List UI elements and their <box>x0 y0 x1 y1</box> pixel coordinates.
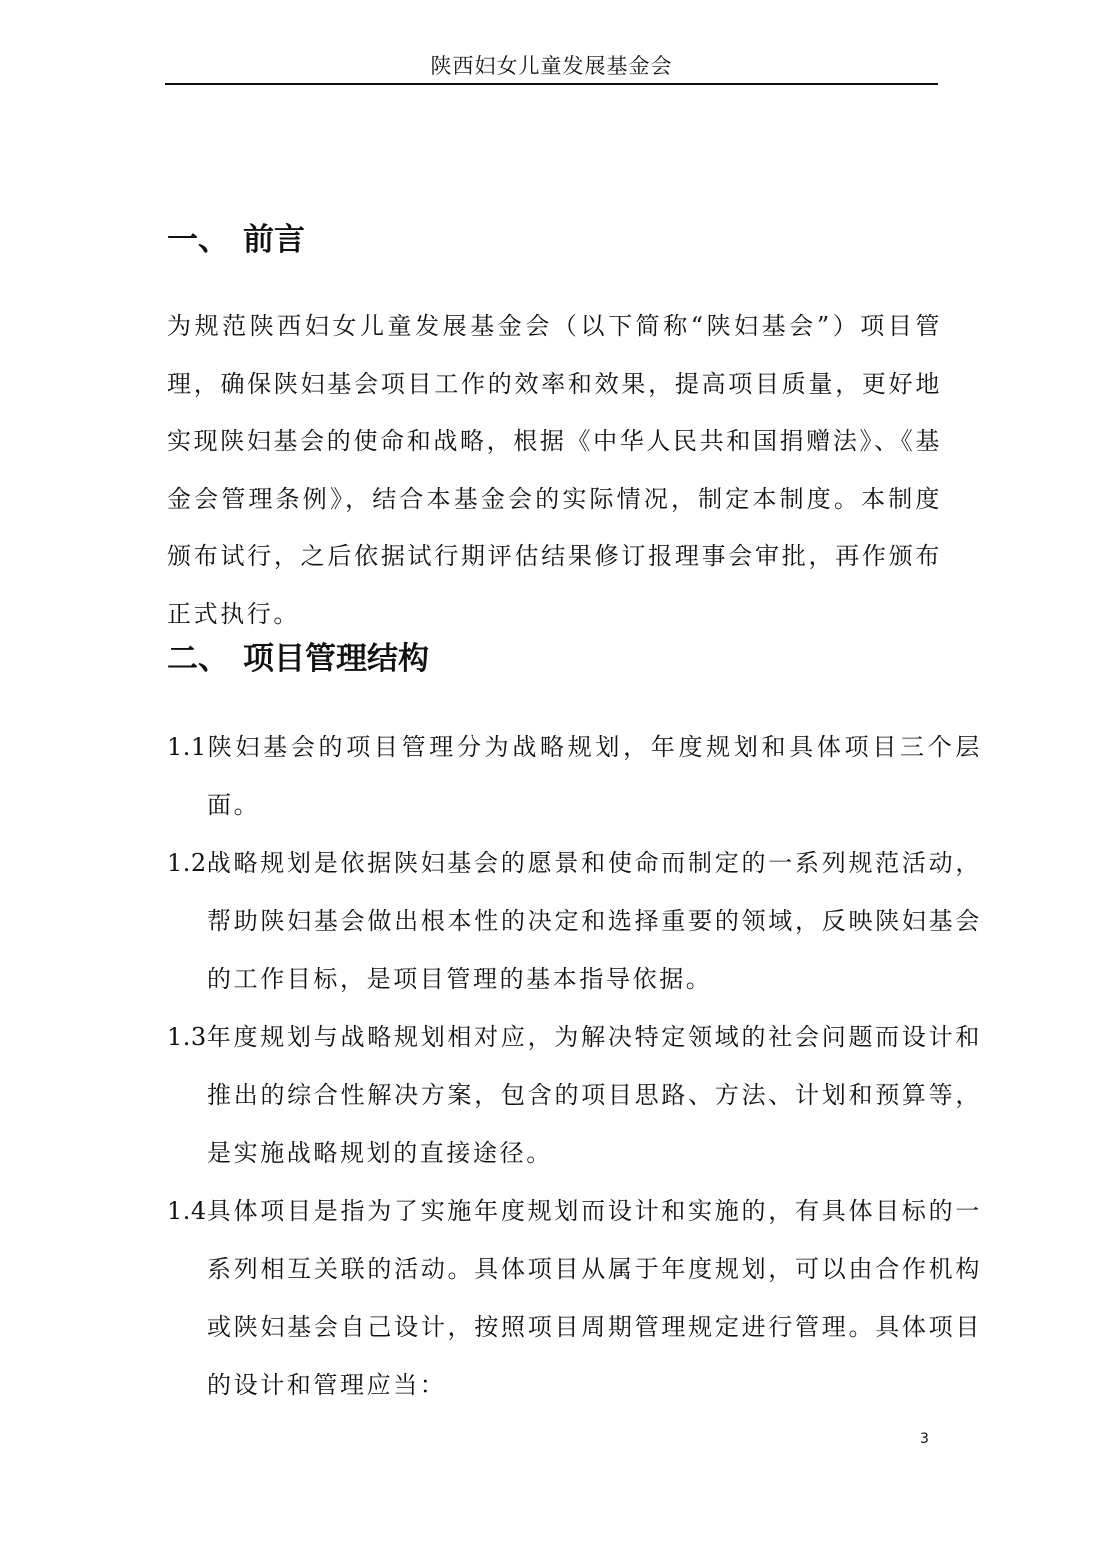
section-title: 项目管理结构 <box>243 641 429 677</box>
item-number: 1.4 <box>167 1197 207 1225</box>
item-text: 年度规划与战略规划相对应，为解决特定领域的社会问题而设计和推出的综合性解决方案，包含的项目思路、方法、计划和预算等，是实施战略规划的直接途径。 <box>206 1023 982 1167</box>
list-item <box>167 718 982 834</box>
list-item <box>167 1008 982 1182</box>
page-header-title: 陕西妇女儿童发展基金会 <box>430 54 673 78</box>
item-number: 1.2 <box>167 849 207 877</box>
section-number: 二、 <box>167 641 229 677</box>
item-text: 具体项目是指为了实施年度规划而设计和实施的，有具体目标的一系列相互关联的活动。具体项目从属于年度规划，可以由合作机构或陕妇基会自己设计，按照项目周期管理规定进行管理。具体项目的设计和管理应当： <box>206 1197 982 1399</box>
section-number: 一、 <box>167 222 229 258</box>
item-number: 1.1 <box>167 733 207 761</box>
item-text: 陕妇基会的项目管理分为战略规划，年度规划和具体项目三个层面。 <box>206 733 982 819</box>
page-number: 3 <box>920 1431 929 1447</box>
list-item <box>167 1182 982 1414</box>
item-number: 1.3 <box>167 1023 207 1051</box>
header-rule <box>165 83 938 85</box>
list-item <box>167 834 982 1008</box>
preface-paragraph: 为规范陕西妇女儿童发展基金会（以下简称“陕妇基会”）项目管理，确保陕妇基会项目工作的效率和效果，提高项目质量，更好地实现陕妇基会的使命和战略，根据《中华人民共和国捐赠法》、《基金会管理条例》，结合本基金会的实际情况，制定本制度。本制度颁布试行，之后依据试行期评估结果修订报理事会审批，再作颁布正式执行。 <box>167 312 942 628</box>
section-heading-preface <box>167 214 305 259</box>
section-title: 前言 <box>243 222 305 258</box>
section-heading-structure <box>167 633 429 678</box>
item-text: 战略规划是依据陕妇基会的愿景和使命而制定的一系列规范活动，帮助陕妇基会做出根本性的决定和选择重要的领域，反映陕妇基会的工作目标，是项目管理的基本指导依据。 <box>206 849 982 993</box>
